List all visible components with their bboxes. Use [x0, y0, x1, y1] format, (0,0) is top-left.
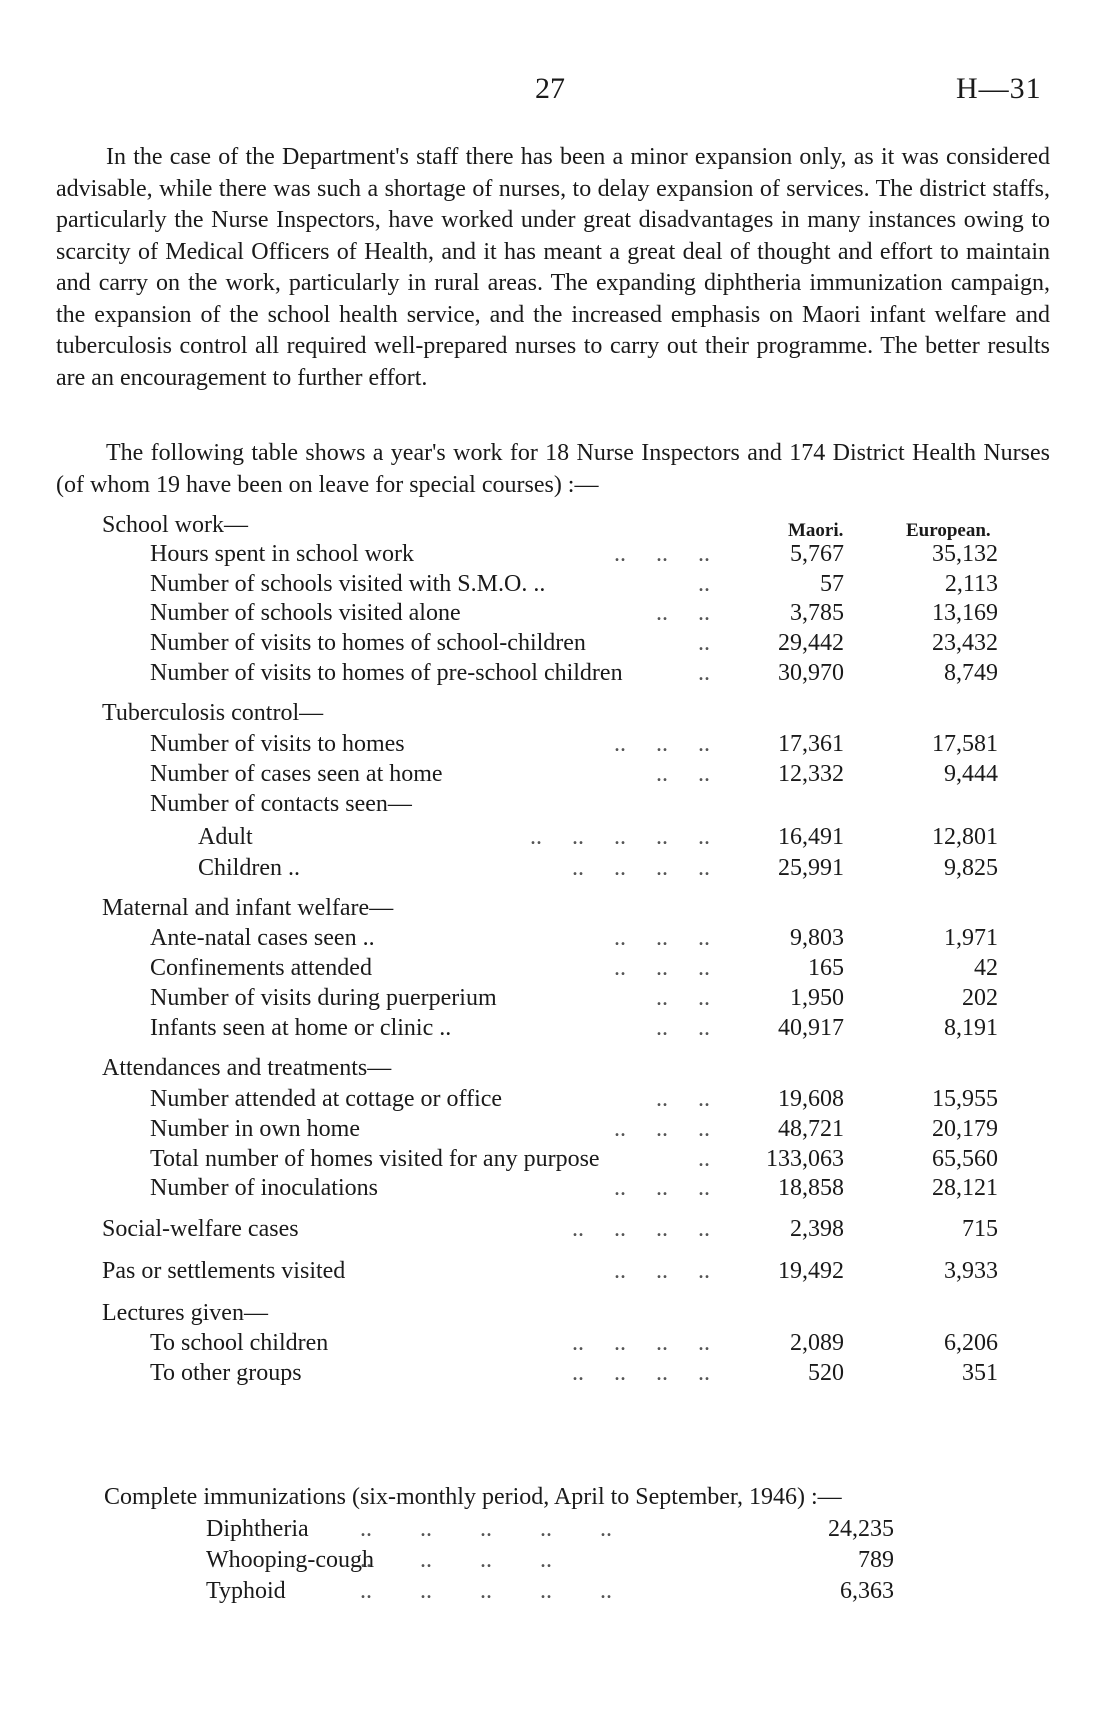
immunization-value: 789	[858, 1547, 894, 1573]
leader-dots: .. .. .. ..	[572, 1360, 710, 1386]
european-value: 13,169	[932, 600, 998, 626]
row-label: To school children	[150, 1330, 329, 1356]
table-row	[0, 925, 1114, 957]
european-value: 1,971	[944, 925, 998, 951]
row-label: Number of schools visited alone	[150, 600, 461, 626]
row-label: Number in own home	[150, 1116, 360, 1142]
immunization-row	[0, 1547, 1114, 1579]
leader-dots: ..	[698, 571, 710, 597]
immunization-row	[0, 1516, 1114, 1548]
leader-dots: ..	[698, 660, 710, 686]
leader-dots: .. ..	[656, 600, 710, 626]
document-code: H—31	[956, 72, 1042, 105]
row-label: Total number of homes visited for any purpose	[150, 1146, 600, 1172]
leader-dots: .. .. .. ..	[360, 1547, 552, 1573]
table-row	[0, 955, 1114, 987]
column-header-maori: Maori.	[788, 520, 844, 541]
european-value: 28,121	[932, 1175, 998, 1201]
european-value: 17,581	[932, 731, 998, 757]
row-label: Number of contacts seen—	[150, 791, 412, 817]
row-label: Children ..	[198, 855, 300, 881]
leader-dots: .. ..	[656, 1015, 710, 1041]
maori-value: 19,492	[778, 1258, 844, 1284]
leader-dots: .. .. ..	[614, 1116, 710, 1142]
maori-value: 165	[808, 955, 844, 981]
table-row	[0, 1258, 1114, 1290]
european-value: 15,955	[932, 1086, 998, 1112]
maori-value: 18,858	[778, 1175, 844, 1201]
maori-value: 9,803	[790, 925, 844, 951]
table-row	[0, 700, 1114, 732]
leader-dots: .. .. .. ..	[572, 1216, 710, 1242]
row-label: Hours spent in school work	[150, 541, 414, 567]
row-label: Number of schools visited with S.M.O. ..	[150, 571, 546, 597]
leader-dots: .. .. .. ..	[572, 1330, 710, 1356]
leader-dots: .. .. ..	[614, 955, 710, 981]
leader-dots: .. .. ..	[614, 1258, 710, 1284]
immunization-value: 24,235	[828, 1516, 894, 1542]
row-label: Number of visits to homes of pre-school children	[150, 660, 623, 686]
european-value: 9,444	[944, 761, 998, 787]
immunization-label: Typhoid	[206, 1578, 286, 1604]
leader-dots: .. .. ..	[614, 731, 710, 757]
european-value: 351	[962, 1360, 998, 1386]
row-label: Tuberculosis control—	[102, 700, 324, 726]
maori-value: 29,442	[778, 630, 844, 656]
maori-value: 520	[808, 1360, 844, 1386]
european-value: 23,432	[932, 630, 998, 656]
european-value: 35,132	[932, 541, 998, 567]
european-value: 202	[962, 985, 998, 1011]
leader-dots: .. .. .. .. ..	[530, 824, 710, 850]
maori-value: 25,991	[778, 855, 844, 881]
row-label: Number attended at cottage or office	[150, 1086, 503, 1112]
table-row	[0, 1216, 1114, 1248]
row-label: Number of cases seen at home	[150, 761, 443, 787]
table-row	[0, 824, 1114, 856]
row-label: Adult	[198, 824, 253, 850]
table-row	[0, 1146, 1114, 1178]
table-row	[0, 1330, 1114, 1362]
european-value: 3,933	[944, 1258, 998, 1284]
row-label: To other groups	[150, 1360, 302, 1386]
maori-value: 2,089	[790, 1330, 844, 1356]
maori-value: 133,063	[766, 1146, 844, 1172]
table-row	[0, 1360, 1114, 1392]
maori-value: 16,491	[778, 824, 844, 850]
table-row	[0, 1055, 1114, 1087]
table-row	[0, 600, 1114, 632]
european-value: 42	[974, 955, 998, 981]
row-label: Pas or settlements visited	[102, 1258, 346, 1284]
table-lead-paragraph: The following table shows a year's work for 18 Nurse Inspectors and 174 District Health Nurses (of whom 19 have been on leave for special courses) :—	[56, 440, 1050, 498]
row-label: Number of inoculations	[150, 1175, 378, 1201]
maori-value: 2,398	[790, 1216, 844, 1242]
table-row	[0, 1300, 1114, 1332]
table-row	[0, 571, 1114, 603]
immunization-row	[0, 1578, 1114, 1610]
immunization-label: Diphtheria	[206, 1516, 309, 1542]
row-label: Attendances and treatments—	[102, 1055, 392, 1081]
leader-dots: .. ..	[656, 985, 710, 1011]
row-label: Number of visits to homes	[150, 731, 405, 757]
table-row	[0, 1116, 1114, 1148]
european-value: 20,179	[932, 1116, 998, 1142]
maori-value: 5,767	[790, 541, 844, 567]
row-label: Lectures given—	[102, 1300, 268, 1326]
european-value: 12,801	[932, 824, 998, 850]
row-label: Ante-natal cases seen ..	[150, 925, 375, 951]
table-row	[0, 1086, 1114, 1118]
maori-value: 1,950	[790, 985, 844, 1011]
european-value: 6,206	[944, 1330, 998, 1356]
leader-dots: .. ..	[656, 1086, 710, 1112]
table-row	[0, 630, 1114, 662]
european-value: 8,749	[944, 660, 998, 686]
column-header-european: European.	[906, 520, 991, 541]
leader-dots: .. .. .. ..	[572, 855, 710, 881]
table-row	[0, 512, 1114, 544]
table-row	[0, 791, 1114, 823]
leader-dots: .. .. ..	[614, 1175, 710, 1201]
table-row	[0, 541, 1114, 573]
table-row	[0, 731, 1114, 763]
leader-dots: ..	[698, 1146, 710, 1172]
table-row	[0, 1175, 1114, 1207]
leader-dots: .. .. ..	[614, 541, 710, 567]
maori-value: 3,785	[790, 600, 844, 626]
row-label: Confinements attended	[150, 955, 372, 981]
leader-dots: .. .. .. .. ..	[360, 1516, 612, 1542]
intro-paragraph: In the case of the Department's staff there has been a minor expansion only, as it was considered advisable, while there was such a shortage of nurses, to delay expansion of services. The district staffs, particularly the Nurse Inspectors, have worked under great disadvantages in many instances owing to scarcity of Medical Officers of Health, and it has meant a great deal of thought and effort to maintain and carry on the work, particularly in rural areas. The expanding diphtheria immunization campaign, the expansion of the school health service, and the increased emphasis on Maori infant welfare and tuberculosis control all required well-prepared nurses to carry out their programme. The better results are an encouragement to further effort.	[56, 144, 1050, 391]
row-label: Social-welfare cases	[102, 1216, 299, 1242]
leader-dots: .. .. ..	[614, 925, 710, 951]
european-value: 715	[962, 1216, 998, 1242]
leader-dots: ..	[698, 630, 710, 656]
maori-value: 40,917	[778, 1015, 844, 1041]
european-value: 65,560	[932, 1146, 998, 1172]
leader-dots: .. ..	[656, 761, 710, 787]
maori-value: 17,361	[778, 731, 844, 757]
page-number: 27	[535, 72, 565, 105]
table-row	[0, 895, 1114, 927]
table-row	[0, 1015, 1114, 1047]
leader-dots: .. .. .. .. ..	[360, 1578, 612, 1604]
european-value: 9,825	[944, 855, 998, 881]
maori-value: 12,332	[778, 761, 844, 787]
table-row	[0, 660, 1114, 692]
maori-value: 48,721	[778, 1116, 844, 1142]
row-label: School work—	[102, 512, 248, 538]
row-label: Number of visits to homes of school-children	[150, 630, 586, 656]
table-row	[0, 985, 1114, 1017]
maori-value: 19,608	[778, 1086, 844, 1112]
row-label: Number of visits during puerperium	[150, 985, 497, 1011]
row-label: Infants seen at home or clinic ..	[150, 1015, 452, 1041]
immunization-value: 6,363	[840, 1578, 894, 1604]
table-row	[0, 855, 1114, 887]
table-row	[0, 761, 1114, 793]
maori-value: 57	[820, 571, 844, 597]
maori-value: 30,970	[778, 660, 844, 686]
immunization-label: Whooping-cough	[206, 1547, 374, 1573]
immunizations-intro: Complete immunizations (six-monthly period, April to September, 1946) :—	[104, 1484, 842, 1510]
row-label: Maternal and infant welfare—	[102, 895, 394, 921]
european-value: 2,113	[944, 571, 998, 597]
european-value: 8,191	[944, 1015, 998, 1041]
